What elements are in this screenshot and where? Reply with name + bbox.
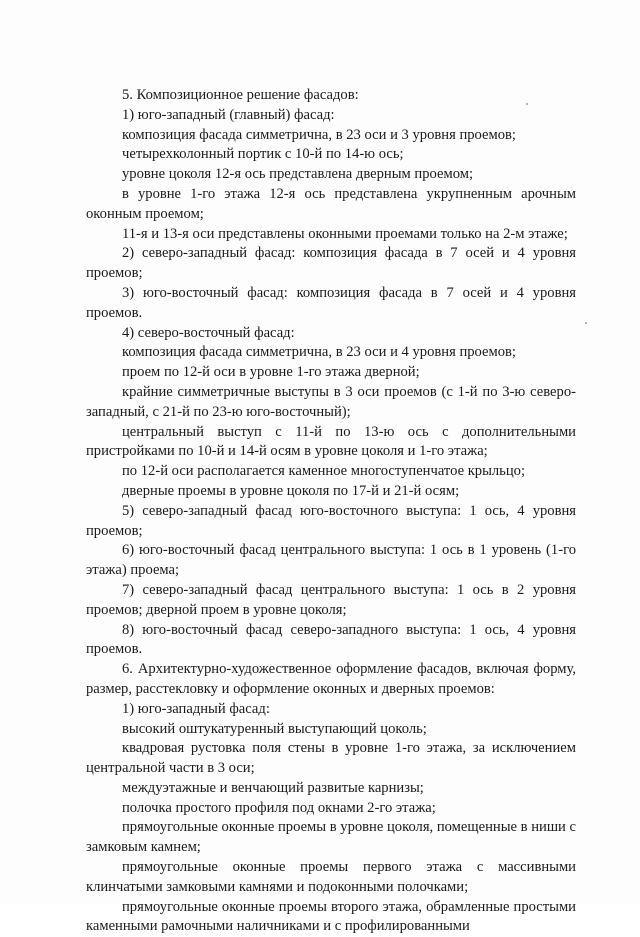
paragraph: центральный выступ с 11-й по 13-ю ось с дополнительными пристройками по 10-й и 14-й осям в уровне цоколя и 1-го этажа;	[86, 423, 576, 460]
section-heading: 6. Архитектурно-художественное оформление фасадов, включая форму, размер, расстекловку и оформление оконных и дверных проемов:	[86, 661, 576, 697]
list-item: 1) юго-западный (главный) фасад:	[122, 106, 335, 123]
paragraph: прямоугольные оконные проемы второго этажа, обрамленные простыми каменными рамочными наличниками и с профилированными	[86, 898, 576, 935]
paragraph: полочка простого профиля под окнами 2-го этажа;	[122, 799, 436, 816]
paragraph: междуэтажные и венчающий развитые карнизы;	[122, 779, 424, 796]
paragraph: прямоугольные оконные проемы в уровне цоколя, помещенные в ниши с замковым камнем;	[86, 819, 576, 856]
paragraph: в уровне 1-го этажа 12-я ось представлена укрупненным арочным оконным проемом;	[86, 185, 576, 222]
list-item: 6) юго-восточный фасад центрального выступа: 1 ось в 1 уровень (1-го этажа) проема;	[86, 542, 576, 579]
paragraph: композиция фасада симметрична, в 23 оси и 3 уровня проемов;	[122, 126, 516, 143]
paragraph: высокий оштукатуренный выступающий цоколь;	[122, 720, 427, 737]
list-item: 5) северо-западный фасад юго-восточного выступа: 1 ось, 4 уровня проемов;	[86, 502, 576, 539]
paragraph: по 12-й оси располагается каменное многоступенчатое крыльцо;	[122, 463, 526, 480]
paragraph: прямоугольные оконные проемы первого этажа с массивными клинчатыми замковыми камнями и подоконными полочками;	[86, 859, 576, 895]
paragraph: 11-я и 13-я оси представлены оконными проемами только на 2-м этаже;	[122, 225, 568, 242]
list-item: 2) северо-западный фасад: композиция фасада в 7 осей и 4 уровня проемов;	[86, 245, 576, 282]
paragraph: четырехколонный портик с 10-й по 14-ю ось;	[122, 146, 404, 163]
paragraph: квадровая рустовка поля стены в уровне 1-го этажа, за исключением центральной части в 3 оси;	[86, 740, 576, 777]
paragraph: проем по 12-й оси в уровне 1-го этажа дверной;	[122, 364, 420, 381]
list-item: 7) северо-западный фасад центрального выступа: 1 ось в 2 уровня проемов; дверной проем в уровне цоколя;	[86, 581, 576, 618]
list-item: 4) северо-восточный фасад:	[122, 324, 295, 341]
paragraph: уровне цоколя 12-я ось представлена дверным проемом;	[122, 166, 474, 183]
paragraph: дверные проемы в уровне цоколя по 17-й и 21-й осям;	[122, 482, 460, 499]
scan-speck	[585, 322, 587, 324]
section-heading: 5. Композиционное решение фасадов:	[122, 87, 359, 103]
paragraph: композиция фасада симметрична, в 23 оси и 4 уровня проемов;	[122, 344, 516, 361]
list-item: 8) юго-восточный фасад северо-западного выступа: 1 ось, 4 уровня проемов.	[86, 621, 576, 658]
paragraph: крайние симметричные выступы в 3 оси проемов (с 1-й по 3-ю северо-западный, с 21-й по 23-ю юго-восточный);	[86, 383, 576, 420]
document-body	[86, 86, 576, 937]
list-item: 3) юго-восточный фасад: композиция фасада в 7 осей и 4 уровня проемов.	[86, 284, 576, 321]
list-item: 1) юго-западный фасад:	[122, 700, 270, 717]
scan-speck	[526, 103, 528, 105]
